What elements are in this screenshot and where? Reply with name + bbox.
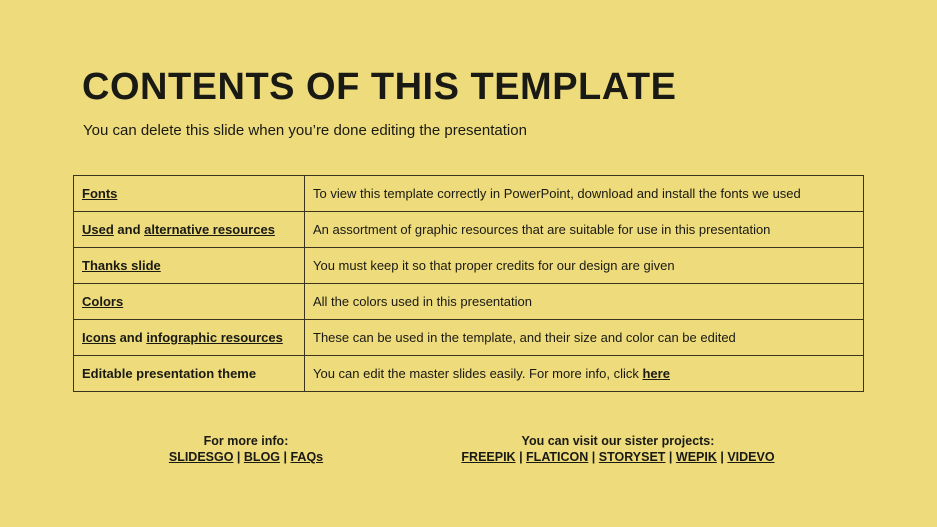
key-text: Editable presentation theme (82, 366, 257, 381)
table-row (74, 212, 864, 248)
footer-link-storyset[interactable]: STORYSET (598, 450, 666, 464)
link[interactable]: infographic resources (146, 330, 283, 345)
footer-more-info (146, 433, 346, 465)
description-text: All the colors used in this presentation (313, 294, 532, 309)
footer-link-blog[interactable]: BLOG (243, 450, 281, 464)
row-description (305, 284, 864, 320)
description-text: An assortment of graphic resources that are suitable for use in this presentation (313, 222, 771, 237)
key-text: and (113, 222, 145, 237)
link[interactable]: alternative resources (144, 222, 275, 237)
table-row (74, 284, 864, 320)
contents-table (73, 175, 864, 392)
separator: | (233, 450, 244, 464)
row-key (74, 284, 305, 320)
separator: | (716, 450, 728, 464)
description-text: To view this template correctly in PowerPoint, download and install the fonts we used (313, 186, 801, 201)
row-description (305, 356, 864, 392)
table-row (74, 248, 864, 284)
footer-link-videvo[interactable]: VIDEVO (727, 450, 775, 464)
row-description (305, 212, 864, 248)
footer-label: You can visit our sister projects: (521, 434, 715, 448)
footer-link-freepik[interactable]: FREEPIK (461, 450, 516, 464)
link[interactable]: Thanks slide (82, 258, 161, 273)
subtitle: You can delete this slide when you’re done editing the presentation (83, 122, 527, 139)
row-description (305, 176, 864, 212)
link[interactable]: Fonts (82, 186, 118, 201)
separator: | (515, 450, 527, 464)
link[interactable]: Icons (82, 330, 116, 345)
link[interactable]: Colors (82, 294, 124, 309)
row-key (74, 176, 305, 212)
table-row (74, 356, 864, 392)
footer-link-slidesgo[interactable]: SLIDESGO (168, 450, 234, 464)
key-text: and (115, 330, 147, 345)
row-key (74, 356, 305, 392)
description-text: These can be used in the template, and their size and color can be edited (313, 330, 736, 345)
footer-sister-projects (440, 433, 796, 465)
footer-link-faqs[interactable]: FAQs (290, 450, 324, 464)
description-text: You must keep it so that proper credits for our design are given (313, 258, 675, 273)
separator: | (588, 450, 599, 464)
footer-link-flaticon[interactable]: FLATICON (526, 450, 589, 464)
table-row (74, 320, 864, 356)
page-title: CONTENTS OF THIS TEMPLATE (82, 66, 677, 108)
row-key (74, 248, 305, 284)
table-row (74, 176, 864, 212)
row-key (74, 320, 305, 356)
footer-label: For more info: (203, 434, 289, 448)
description-text: You can edit the master slides easily. For more info, click (313, 366, 643, 381)
separator: | (665, 450, 676, 464)
footer-link-wepik[interactable]: WEPIK (675, 450, 717, 464)
row-description (305, 320, 864, 356)
here-link[interactable]: here (642, 366, 670, 381)
row-description (305, 248, 864, 284)
separator: | (280, 450, 291, 464)
link[interactable]: Used (82, 222, 114, 237)
row-key (74, 212, 305, 248)
